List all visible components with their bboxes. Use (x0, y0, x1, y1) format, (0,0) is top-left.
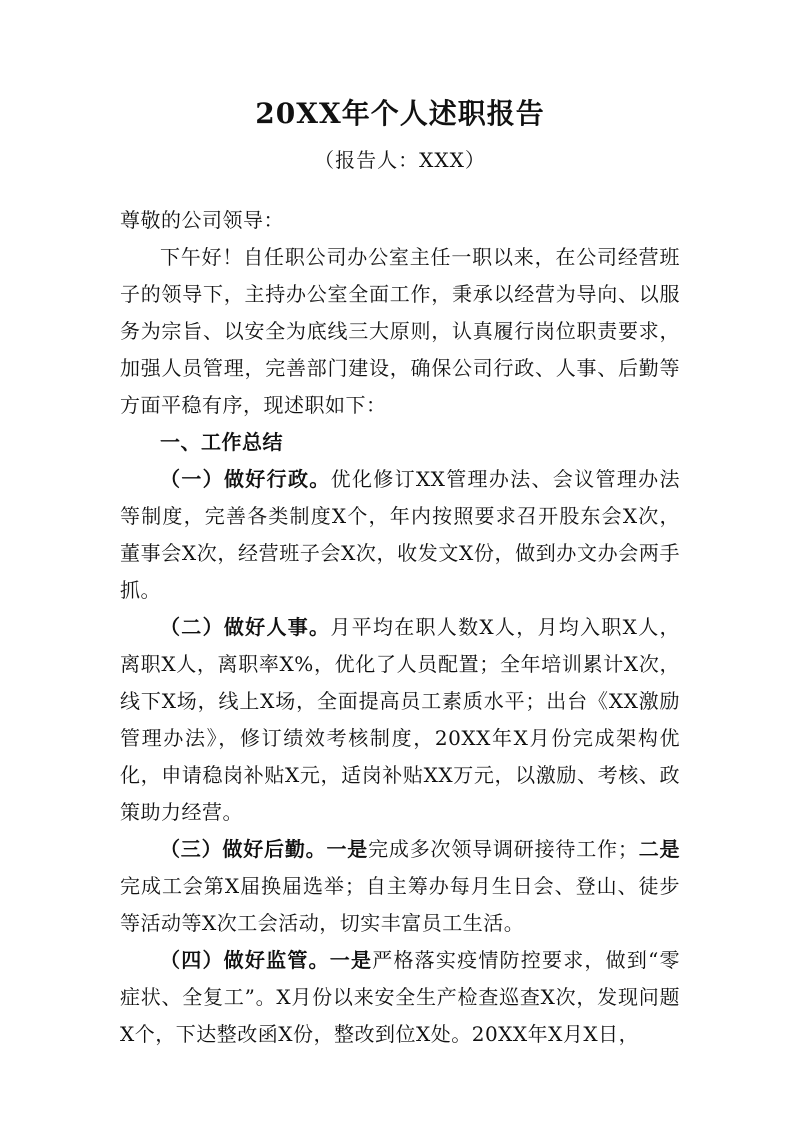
sub-lead: 二是 (638, 837, 680, 861)
paragraph-logistics (120, 831, 680, 942)
paragraph-text: 月平均在职人数X人，月均入职X人，离职X人，离职率X%，优化了人员配置；全年培训累计X次，线下X场，线上X场，全面提高员工素质水平；出台《XX激励管理办法》，修订绩效考核制度，20XX年X月份完成架构优化，申请稳岗补贴X元，适岗补贴XX万元，以激励、考核、政策助力经营。 (120, 615, 680, 824)
intro-paragraph: 下午好！自任职公司办公室主任一职以来，在公司经营班子的领导下，主持办公室全面工作，秉承以经营为导向、以服务为宗旨、以安全为底线三大原则，认真履行岗位职责要求，加强人员管理，完善部门建设，确保公司行政、人事、后勤等方面平稳有序，现述职如下： (120, 245, 680, 417)
paragraph-text: 完成工会第X届换届选举；自主筹办每月生日会、登山、徒步等活动等X次工会活动，切实丰富员工生活。 (120, 874, 680, 935)
document-subtitle: （报告人：XXX） (314, 148, 486, 172)
paragraph-text: 严格落实疫情防控要求，做到“零症状、全复工”。X月份以来安全生产检查巡查X次，发现问题X个，下达整改函X份，整改到位X处。20XX年X月X日， (120, 948, 681, 1046)
paragraph-text: 优化修订XX管理办法、会议管理办法等制度，完善各类制度X个，年内按照要求召开股东会X次，董事会X次，经营班子会X次，收发文X份，做到办文办会两手抓。 (120, 467, 681, 602)
paragraph-lead: （三）做好后勤。 (160, 837, 327, 861)
paragraph-lead: （二）做好人事。 (160, 615, 331, 639)
document-body (120, 202, 680, 1053)
paragraph-text: 完成多次领导调研接待工作； (368, 837, 639, 861)
document-title: 20XX年个人述职报告 (255, 97, 545, 130)
paragraph-supervision (120, 942, 680, 1053)
paragraph-admin (120, 461, 680, 609)
sub-lead: 一是 (326, 837, 369, 861)
paragraph-lead: （四）做好监管。 (160, 948, 330, 972)
sub-lead: 一是 (329, 948, 373, 972)
salutation: 尊敬的公司领导： (120, 208, 284, 232)
paragraph-lead: （一）做好行政。 (160, 467, 331, 491)
section-heading: 一、工作总结 (160, 430, 283, 454)
paragraph-personnel (120, 609, 680, 831)
